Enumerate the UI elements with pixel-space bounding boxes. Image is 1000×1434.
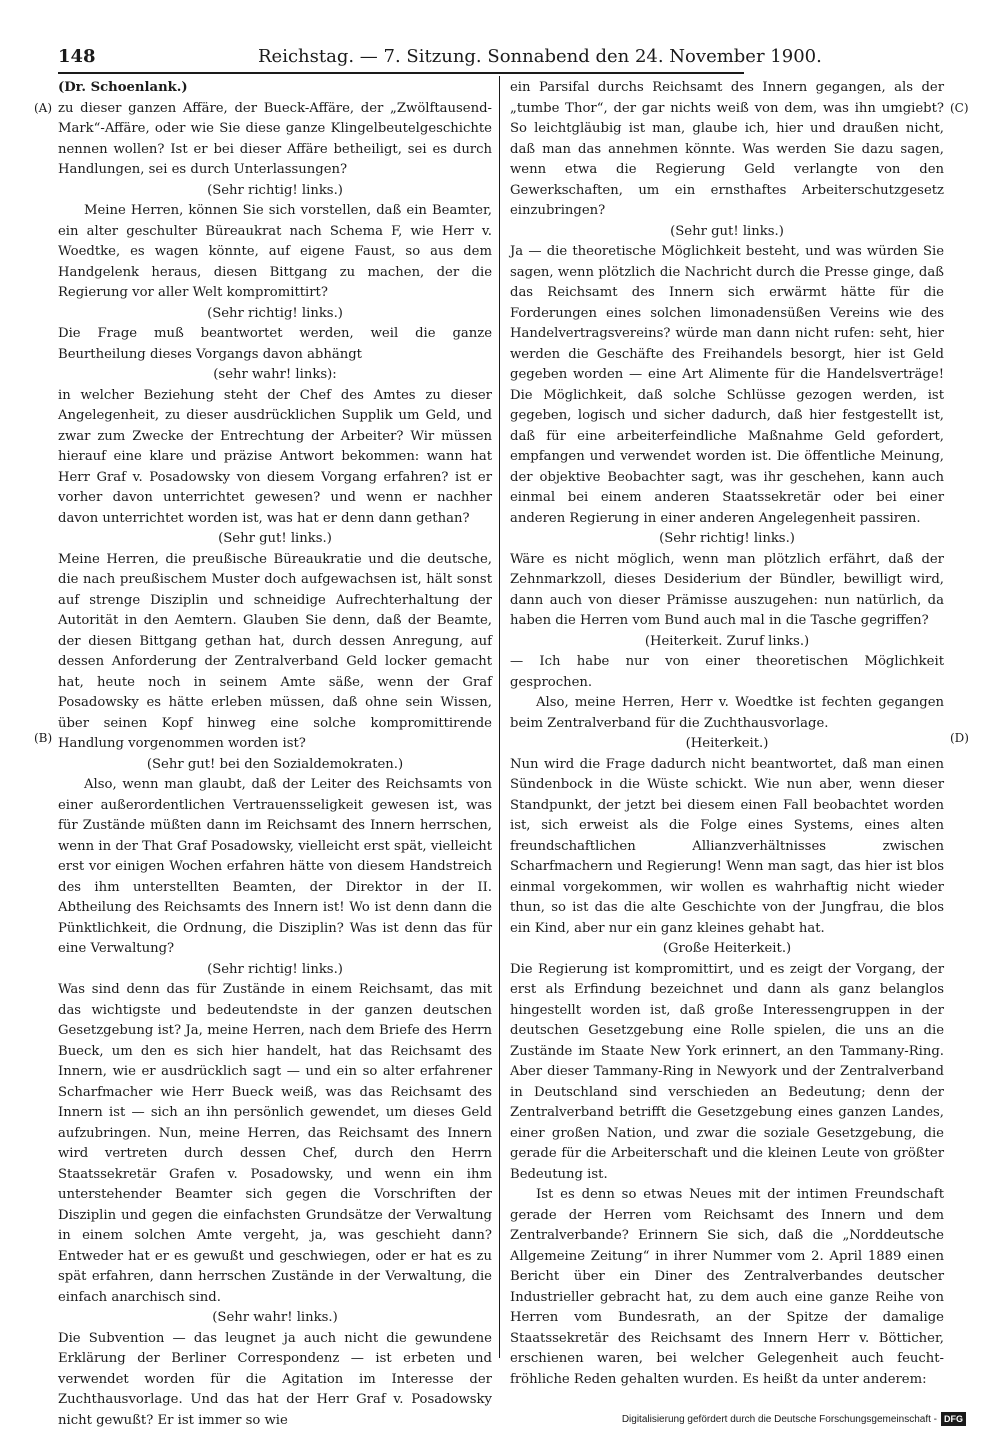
column-divider [499,76,500,1358]
footer-text: Digitalisierung gefördert durch die Deutsche Forschungsgemeinschaft - [621,1414,937,1425]
interjection: (Sehr gut! bei den Sozialdemokraten.) [146,756,404,772]
paragraph: Die Regierung ist kompromittirt, und es zeigt der Vorgang, der erst als Erfindung bezeichnet und dann als ganz belanglos hingestellt worden ist, daß große Interessengruppen in der deutschen Gesetzgebung eine Rolle spielen, die uns an die Zustände im Staate New York erinnert, an den Tammany-Ring. Aber dieser Tammany-Ring in Newyork und der Zentralverband in Deutschland sind verschieden an Bedeutung; denn der Zentralverband betrifft die Gesetzgebung eines ganzen Landes, einer großen Nation, und zwar die soziale Gesetzgebung, die gerade für die Arbeiterschaft und die kleinen Leute von größter Bedeutung ist. [510,961,944,1182]
paragraph: Die Frage muß beantwortet werden, weil die ganze Beurtheilung dieses Vorgangs davon abhängt [58,326,492,362]
page-header [58,44,822,70]
dfg-logo: DFG [941,1412,966,1426]
interjection: (Sehr richtig! links.) [207,305,343,321]
interjection: (Sehr richtig! links.) [659,531,795,546]
right-column [510,78,944,1387]
paragraph: Nun wird die Frage dadurch nicht beantwortet, daß man einen Sündenbock in die Wüste schickt. Wie nun aber, wenn dieser Standpunkt, der jetzt bei diesem einen Fall beobachtet worden ist, sich erweist als die Folge eines Systems, eines alten freundschaftlichen Allianzverhältnisses zwischen Scharfmachern und Regierung! Wenn man sagt, das hier ist blos einmal vorgekommen, wir wollen es wahrhaftig nicht wieder thun, so ist das die alte Geschichte von der Jungfrau, die blos ein Kind, aber nur ein ganz kleines gehabt hat. [510,756,944,936]
page-number: 148 [58,46,96,67]
speaker-name: (Dr. Schoenlank.) [58,80,188,95]
interjection: (Sehr richtig! links.) [207,961,343,977]
interjection: (Große Heiterkeit.) [662,941,792,956]
paragraph: Also, meine Herren, Herr v. Woedtke ist fechten gegangen beim Zentralverband für die Zuchthausvorlage. [510,695,944,731]
margin-marker-a: (A) [34,101,53,115]
paragraph: ein Parsifal durchs Reichsamt des Innern gegangen, als der „tumbe Thor“, der gar nichts weiß von dem, was ihn umgiebt? So leichtgläubig ist man, glaube ich, hier und draußen nicht, daß man das annehmen könnte. Was werden Sie dazu sagen, wenn etwa die Regierung Geld verlangte von den Gewerkschaften, um ein ernsthaftes Arbeiterschutzgesetz einzubringen? [510,80,944,218]
interjection: (Heiterkeit. Zuruf links.) [644,633,810,649]
paragraph: Meine Herren, können Sie sich vorstellen, daß ein Beamter, ein alter geschulter Büreaukrat nach Schema F, wie Herr v. Woedtke, es wagen könnte, auf eigene Faust, so aus dem Handgelenk heraus, diesen Bittgang zu machen, der die Regierung vor aller Welt kompromittirt? [58,203,492,300]
paragraph: — Ich habe nur von einer theoretischen Möglichkeit gesprochen. [510,654,944,690]
paragraph: Wäre es nicht möglich, wenn man plötzlich erfährt, daß der Zehnmarkzoll, dieses Desiderium der Bündler, bewilligt wird, dann auch von dieser Prämisse auszugehen: nun natürlich, da haben die Herren vom Bund auch mal in die Tasche gegriffen? [510,551,944,628]
interjection: (Sehr gut! links.) [218,531,332,546]
header-rule [58,72,744,74]
paragraph: Was sind denn das für Zustände in einem Reichsamt, das mit das wichtigste und bedeutendste in der ganzen deutschen Gesetzgebung ist? Ja, meine Herren, nach dem Briefe des Herrn Bueck, um den es sich hier handelt, hat das Reichsamt des Innern, wie er ausdrücklich sagt — und ein so alter erfahrener Scharfmacher wie Herr Bueck weiß, was das Reichsamt des Innern ist — sich an ihn persönlich gewendet, um dieses Geld aufzubringen. Nun, meine Herren, das Reichsamt des Innern wird vertreten durch dessen Chef, durch den Herrn Staatssekretär Grafen v. Posadowsky, und wenn ein ihm unterstehender Beamter sich gegen die Vorschriften der Disziplin und gegen die einfachsten Grundsätze der Verwaltung in einem solchen Amte vergeht, ja, was geschieht dann? Entweder hat er es gewußt und geschwiegen, oder er hat es zu spät erfahren, dann herrschen Zustände in der Verwaltung, die einfach anarchisch sind. [58,982,492,1305]
interjection: (Sehr richtig! links.) [207,182,343,198]
interjection: (sehr wahr! links): [213,367,337,382]
margin-marker-c: (C) [950,101,969,115]
interjection: (Sehr wahr! links.) [212,1310,338,1325]
running-title: Reichstag. — 7. Sitzung. Sonnabend den 24. November 1900. [258,46,822,67]
paragraph: Also, wenn man glaubt, daß der Leiter des Reichsamts von einer außerordentlichen Vertrauensseligkeit gewesen ist, was für Zustände müßten dann im Reichsamt des Innern herrschen, wenn in der That Graf Posadowsky, vielleicht erst spät, vielleicht erst vor einigen Wochen erfahren hätte von diesem Handstreich des ihm unterstellten Beamten, der Direktor in der II. Abtheilung des Reichsamts des Innern ist! Wo ist denn dann die Pünktlichkeit, die Ordnung, die Disziplin? Was ist denn das für eine Verwaltung? [58,777,492,956]
paragraph: zu dieser ganzen Affäre, der Bueck-Affäre, der „Zwölftausend-Mark“-Affäre, oder wie Sie diese ganze Klingelbeutelgeschichte nennen wollen? Ist er bei dieser Affäre betheiligt, sei es durch Handlungen, sei es durch Unterlassungen? [58,100,492,177]
footer-credit [622,1412,966,1427]
paragraph: Ja — die theoretische Möglichkeit besteht, und was würden Sie sagen, wenn plötzlich die Nachricht durch die Presse ginge, daß das Reichsamt des Innern sich erwärmt hätte für die Forderungen eines solchen limonadensüßen Vereins wie des Handelvertragsvereins? würde man dann nicht rufen: seht, hier werden die Geschäfte des Freihandels besorgt, hier ist Geld gegeben worden — eine Art Alimente für die Handelsverträge! Die Möglichkeit, daß solche Schlüsse gezogen werden, ist gegeben, logisch und sicher dadurch, daß hier festgestellt ist, daß für eine arbeiterfeindliche Maßnahme Geld gefordert, empfangen und verwendet worden ist. Die öffentliche Meinung, der objektive Beobachter sagt, was ihr geschehen, kann auch einmal bei einem anderen Staatssekretär oder bei einer anderen Regierung in einer anderen Angelegenheit passiren. [510,244,944,526]
paragraph: Meine Herren, die preußische Büreaukratie und die deutsche, die nach preußischem Muster doch aufgewachsen ist, hält sonst auf strenge Disziplin und schneidige Aufrechterhaltung der Autorität in den Aemtern. Glauben Sie denn, daß der Beamte, der diesen Bittgang gethan hat, durch dessen Anregung, auf dessen Anforderung der Zentralverband Geld locker gemacht hat, heute noch in seinem Amte säße, wenn der Graf Posadowsky es hätte erleben müssen, daß ohne sein Wissen, über seinen Kopf hinweg eine solche kompromittirende Handlung vorgenommen worden ist? [58,551,492,751]
paragraph: in welcher Beziehung steht der Chef des Amtes zu dieser Angelegenheit, zu dieser ausdrücklichen Supplik um Geld, und zwar zum Zwecke der Entrechtung der Arbeiter? Wir müssen hierauf eine klare und präzise Antwort bekommen: wann hat Herr Graf v. Posadowsky von diesem Vorgang erfahren? ist er vorher davon unterrichtet gewesen? und wenn er nachher davon unterrichtet worden ist, was hat er denn dann gethan? [58,387,492,526]
margin-marker-b: (B) [34,731,53,745]
margin-marker-d: (D) [950,731,969,745]
paragraph: Ist es denn so etwas Neues mit der intimen Freundschaft gerade der Herren vom Reichsamt des Innern und dem Zentralverbande? Erinnern Sie sich, daß die „Norddeutsche Allgemeine Zeitung“ in ihrer Nummer vom 2. April 1889 einen Bericht über ein Diner des Zentralverbandes deutscher Industrieller gebracht hat, zu dem auch eine ganze Reihe von Herren vom Bundesrath, an der Spitze der damalige Staatssekretär des Reichsamt des Innern Herr v. Bötticher, erschienen waren, bei welcher Gelegenheit auch feucht-fröhliche Reden gehalten wurden. Es heißt da unter anderem: [510,1187,944,1387]
left-column [58,78,492,1428]
paragraph: Die Subvention — das leugnet ja auch nicht die gewundene Erklärung der Berliner Correspondenz — ist erbeten und verwendet worden für die Agitation im Interesse der Zuchthausvorlage. Und das hat der Herr Graf v. Posadowsky nicht gewußt? Er ist immer so wie [58,1330,492,1428]
interjection: (Sehr gut! links.) [670,223,784,239]
interjection: (Heiterkeit.) [685,736,769,751]
